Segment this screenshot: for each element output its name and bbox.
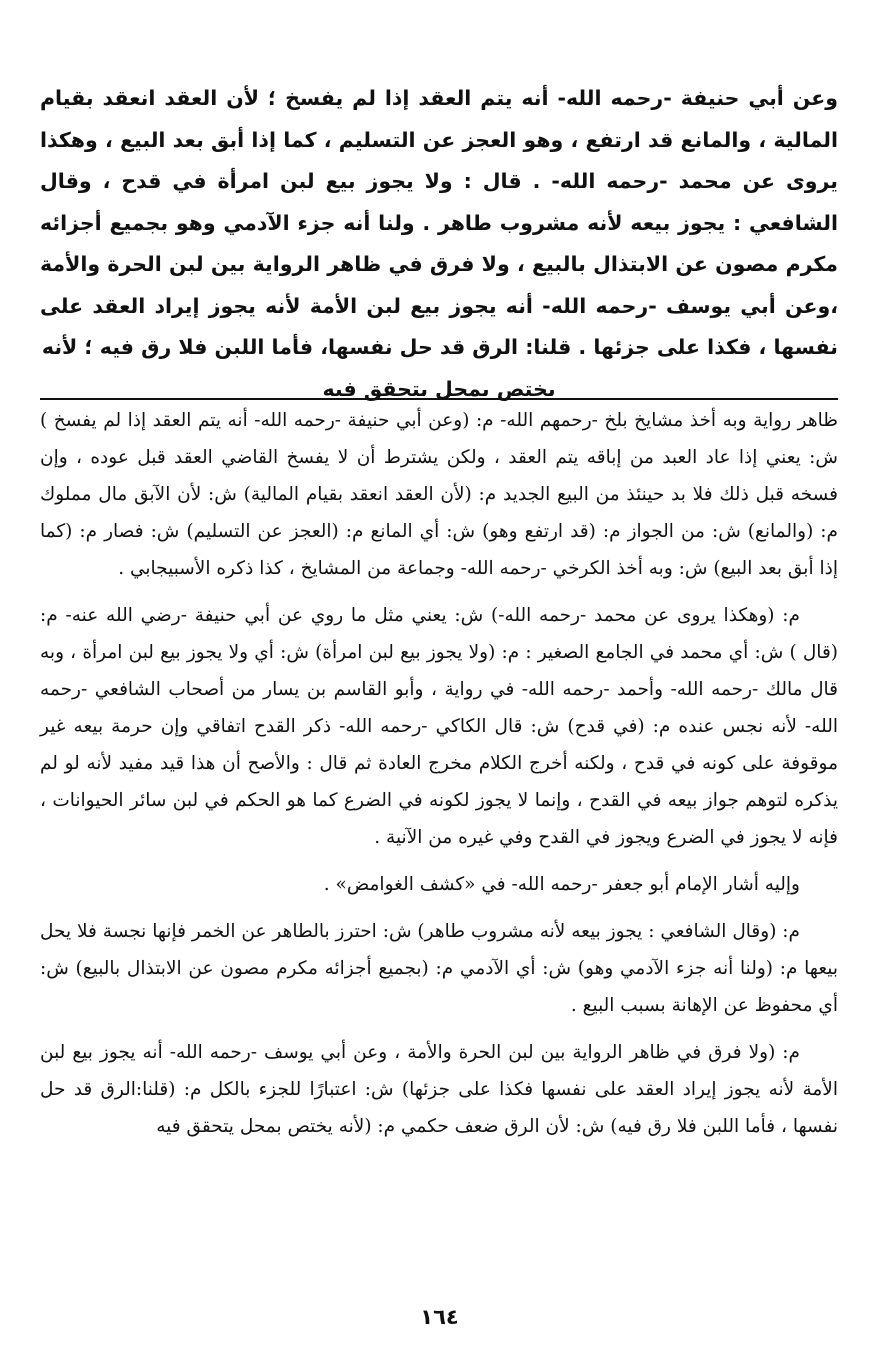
sharh-paragraph: وإليه أشار الإمام أبو جعفر -رحمه الله- في «كشف الغوامض» . — [323, 874, 800, 895]
sharh-paragraph: م: (وقال الشافعي : يجوز بيعه لأنه مشروب طاهر) ش: احترز بالطاهر عن الخمر فإنها نجسة فلا يحل بيعها م: (ولنا أنه جزء الآدمي وهو) ش: أي الآدمي م: (بجميع أجزائه مكرم مصون عن الابتذال بالبيع) ش: أي محفوظ عن الإهانة بسبب البيع . — [40, 921, 838, 1016]
matn-text — [40, 78, 838, 410]
sharh-paragraph: ظاهر رواية وبه أخذ مشايخ بلخ -رحمهم الله- م: (وعن أبي حنيفة -رحمه الله- أنه يتم العقد إذا لم يفسخ ) ش: يعني إذا عاد العبد من إباقه يتم العقد ، ولكن يشترط أن لا يفسخ القاضي العقد قبل عوده ، وإن فسخه قبل ذلك فلا بد حينئذ من البيع الجديد م: (لأن العقد انعقد بقيام المالية) ش: لأن الآبق مال مملوك م: (والمانع) ش: من الجواز م: (قد ارتفع وهو) ش: أي المانع م: (العجز عن التسليم) ش: فصار م: (كما إذا أبق بعد البيع) ش: وبه أخذ الكرخي -رحمه الله- وجماعة من المشايخ ، كذا ذكره الأسبيجابي . — [40, 410, 838, 579]
sharh-paragraph: م: (ولا فرق في ظاهر الرواية بين لبن الحرة والأمة ، وعن أبي يوسف -رحمه الله- أنه يجوز بيع لبن الأمة لأنه يجوز إيراد العقد على نفسها فكذا على جزئها) ش: اعتبارًا للجزء بالكل م: (قلنا:الرق قد حل نفسها ، فأما اللبن فلا رق فيه) ش: لأن الرق ضعف حكمي م: (لأنه يختص بمحل يتحقق فيه — [40, 1042, 838, 1137]
matn-section — [40, 78, 838, 410]
sharh-paragraph: م: (وهكذا يروى عن محمد -رحمه الله-) ش: يعني مثل ما روي عن أبي حنيفة -رضي الله عنه- م: (قال ) ش: أي محمد في الجامع الصغير : م: (ولا يجوز بيع لبن امرأة) ش: أي ولا يجوز بيع لبن امرأة ، وبه قال مالك -رحمه الله- وأحمد -رحمه الله- في رواية ، وأبو القاسم بن يسار من أصحاب الشافعي -رحمه الله- لأنه نجس عنده م: (في قدح) ش: قال الكاكي -رحمه الله- ذكر القدح اتفاقي وإن حرمة بيعه غير موقوفة على كونه في قدح ، ولكنه أخرج الكلام مخرج العادة ثم قال : والأصح أن هذا قيد مفيد لأنه لو لم يذكره لتوهم جواز بيعه في القدح ، وإنما لا يجوز لكونه في الضرع كما هو الحكم في لبن سائر الحيوانات ، فإنه لا يجوز في الضرع ويجوز في القدح وفي غيره من الآنية . — [40, 605, 838, 848]
page-number: ١٦٤ — [420, 1305, 459, 1329]
matn-last-line: يختص بمحل يتحقق فيه — [322, 376, 556, 401]
separator-rule — [40, 398, 838, 400]
sharh-section — [40, 402, 838, 1155]
matn-body: وعن أبي حنيفة -رحمه الله- أنه يتم العقد إذا لم يفسخ ؛ لأن العقد انعقد بقيام المالية ، والمانع قد ارتفع ، وهو العجز عن التسليم ، كما إذا أبق بعد البيع ، وهكذا يروى عن محمد -رحمه الله- . قال : ولا يجوز بيع لبن امرأة في قدح ، وقال الشافعي : يجوز بيعه لأنه مشروب طاهر . ولنا أنه جزء الآدمي وهو بجميع أجزائه مكرم مصون عن الابتذال بالبيع ، ولا فرق في ظاهر الرواية بين لبن الحرة والأمة ،وعن أبي يوسف -رحمه الله- أنه يجوز بيع لبن الأمة لأنه يجوز إيراد العقد على نفسها ، فكذا على جزئها . قلنا: الرق قد حل نفسها، فأما اللبن فلا رق فيه ؛ لأنه — [40, 86, 838, 359]
